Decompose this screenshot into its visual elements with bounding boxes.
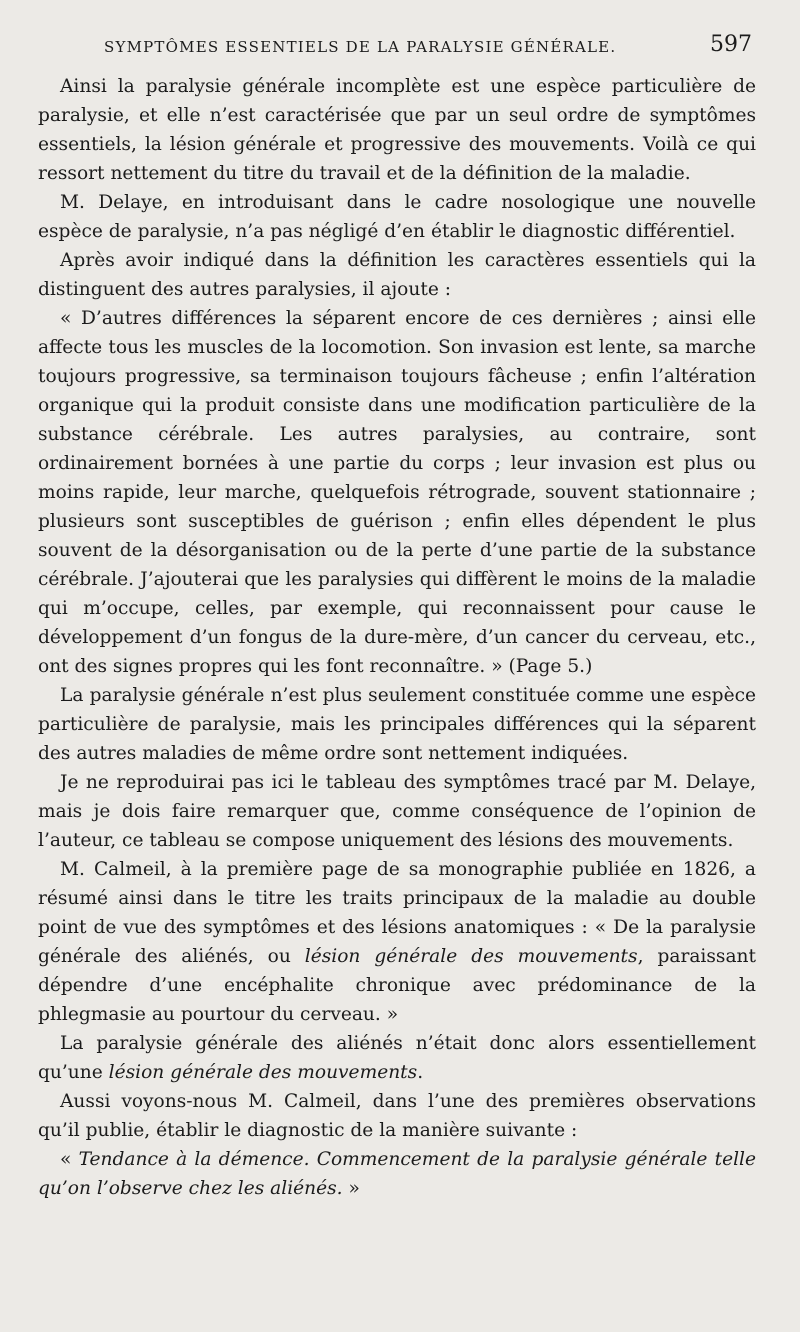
final-quote-open: «	[60, 1149, 79, 1170]
page-number: 597	[710, 32, 752, 57]
lesion-text-before: La paralysie générale des aliénés n’était donc alors essentiellement qu’une	[38, 1033, 756, 1083]
paragraph-aussi: Aussi voyons-nous M. Calmeil, dans l’une des premières observations qu’il publie, établir le diagnostic de la manière suivante :	[38, 1091, 756, 1141]
paragraph-1: Ainsi la paralysie générale incomplète est une espèce particulière de paralysie, et elle n’est caractérisée que par un seul ordre de symptômes essentiels, la lésion générale et progressive des mouvements. Voilà ce qui ressort nettement du titre du travail et de la définition de la maladie.	[38, 76, 756, 184]
paragraph-3: Après avoir indiqué dans la définition les caractères essentiels qui la distinguent des autres paralysies, il ajoute :	[38, 250, 756, 300]
final-quote	[38, 1145, 756, 1203]
lesion-text-after: .	[417, 1062, 424, 1083]
paragraph-6: Je ne reproduirai pas ici le tableau des symptômes tracé par M. Delaye, mais je dois faire remarquer que, comme conséquence de l’opinion de l’auteur, ce tableau se compose uniquement des lésions des mouvements.	[38, 772, 756, 851]
final-quote-italic: Tendance à la démence. Commencement de la paralysie générale telle qu’on l’observe chez les aliénés.	[38, 1149, 756, 1199]
calmeil-text-before: M. Calmeil, à la première page de sa monographie publiée en 1826, a résumé ainsi dans le titre les traits principaux de la maladie au double point de vue des symptômes et des lésions anatomiques : « De la paralysie générale des aliénés, ou	[38, 859, 756, 967]
page-body	[38, 72, 756, 1203]
paragraph-5: La paralysie générale n’est plus seulement constituée comme une espèce particulière de paralysie, mais les principales différences qui la séparent des autres maladies de même ordre sont nettement indiquées.	[38, 685, 756, 764]
final-quote-close: »	[342, 1178, 360, 1199]
running-head: SYMPTÔMES ESSENTIELS DE LA PARALYSIE GÉNÉRALE.	[104, 38, 617, 56]
calmeil-text-after: , paraissant dépendre d’une encéphalite chronique avec prédominance de la phlegmasie au pourtour du cerveau. »	[38, 946, 756, 1025]
page-header	[40, 30, 752, 64]
paragraph-lesion	[38, 1029, 756, 1087]
paragraph-calmeil	[38, 855, 756, 1029]
delaye-quote: « D’autres différences la séparent encore de ces dernières ; ainsi elle affecte tous les muscles de la locomotion. Son invasion est lente, sa marche toujours progressive, sa terminaison toujours fâcheuse ; enfin l’altération organique qui la produit consiste dans une modification particulière de la substance cérébrale. Les autres paralysies, au contraire, sont ordinairement bornées à une partie du corps ; leur invasion est plus ou moins rapide, leur marche, quelquefois rétrograde, souvent stationnaire ; plusieurs sont susceptibles de guérison ; enfin elles dépendent le plus souvent de la désorganisation ou de la perte d’une partie de la substance cérébrale. J’ajouterai que les paralysies qui diffèrent le moins de la maladie qui m’occupe, celles, par exemple, qui reconnaissent pour cause le développement d’un fongus de la dure-mère, d’un cancer du cerveau, etc., ont des signes propres qui les font reconnaître. » (Page 5.)	[38, 308, 756, 677]
calmeil-italic: lésion générale des mouvements	[304, 946, 638, 967]
lesion-italic: lésion générale des mouvements	[108, 1062, 418, 1083]
paragraph-2: M. Delaye, en introduisant dans le cadre nosologique une nouvelle espèce de paralysie, n’a pas négligé d’en établir le diagnostic différentiel.	[38, 192, 756, 242]
